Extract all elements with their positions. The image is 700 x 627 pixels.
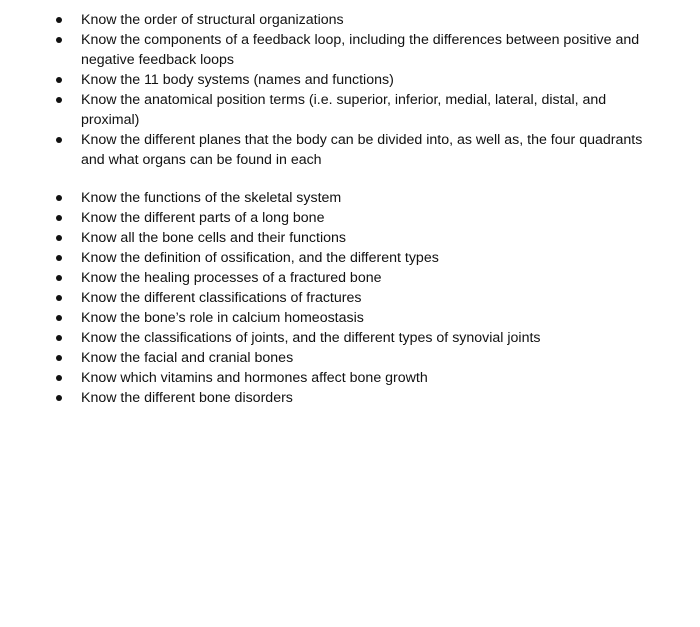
list-item-text: Know the different parts of a long bone — [81, 210, 325, 226]
list-item-text: Know the anatomical position terms (i.e. superior, inferior, medial, lateral, distal, and proximal) — [81, 92, 607, 128]
bullet-list-skeletal — [0, 188, 700, 408]
list-item — [0, 90, 700, 130]
list-item — [0, 348, 700, 368]
list-item-text: Know the bone’s role in calcium homeostasis — [81, 310, 364, 326]
list-item — [0, 10, 700, 30]
list-item-text: Know the functions of the skeletal system — [81, 190, 342, 206]
list-item — [0, 30, 700, 70]
list-item-text: Know the classifications of joints, and the different types of synovial joints — [81, 330, 541, 346]
bullet-icon — [56, 195, 62, 201]
list-item-text: Know the order of structural organizations — [81, 12, 344, 28]
list-item — [0, 308, 700, 328]
bullet-icon — [56, 97, 62, 103]
list-item-text: Know the definition of ossification, and the different types — [81, 250, 439, 266]
bullet-icon — [56, 37, 62, 43]
bullet-icon — [56, 295, 62, 301]
bullet-icon — [56, 395, 62, 401]
bullet-list-intro — [0, 10, 700, 170]
bullet-icon — [56, 137, 62, 143]
list-item — [0, 228, 700, 248]
list-item — [0, 70, 700, 90]
list-item-text: Know the facial and cranial bones — [81, 350, 294, 366]
list-item-text: Know the different bone disorders — [81, 390, 293, 406]
bullet-icon — [56, 235, 62, 241]
list-item-text: Know the different planes that the body can be divided into, as well as, the four quadrants and what organs can be found in each — [81, 132, 643, 168]
list-item-text: Know the different classifications of fractures — [81, 290, 362, 306]
list-item — [0, 388, 700, 408]
bullet-icon — [56, 77, 62, 83]
bullet-icon — [56, 315, 62, 321]
bullet-icon — [56, 215, 62, 221]
list-item — [0, 368, 700, 388]
bullet-icon — [56, 335, 62, 341]
list-item — [0, 288, 700, 308]
list-item-text: Know which vitamins and hormones affect bone growth — [81, 370, 428, 386]
list-item — [0, 268, 700, 288]
bullet-icon — [56, 255, 62, 261]
list-item-text: Know the 11 body systems (names and functions) — [81, 72, 394, 88]
list-item-text: Know the healing processes of a fractured bone — [81, 270, 382, 286]
list-item — [0, 130, 700, 170]
list-item-text: Know all the bone cells and their functions — [81, 230, 346, 246]
list-item — [0, 188, 700, 208]
list-item-text: Know the components of a feedback loop, including the differences between positive and negative feedback loops — [81, 32, 640, 68]
list-item — [0, 248, 700, 268]
bullet-icon — [56, 375, 62, 381]
bullet-icon — [56, 17, 62, 23]
list-item — [0, 328, 700, 348]
bullet-icon — [56, 355, 62, 361]
list-item — [0, 208, 700, 228]
bullet-icon — [56, 275, 62, 281]
